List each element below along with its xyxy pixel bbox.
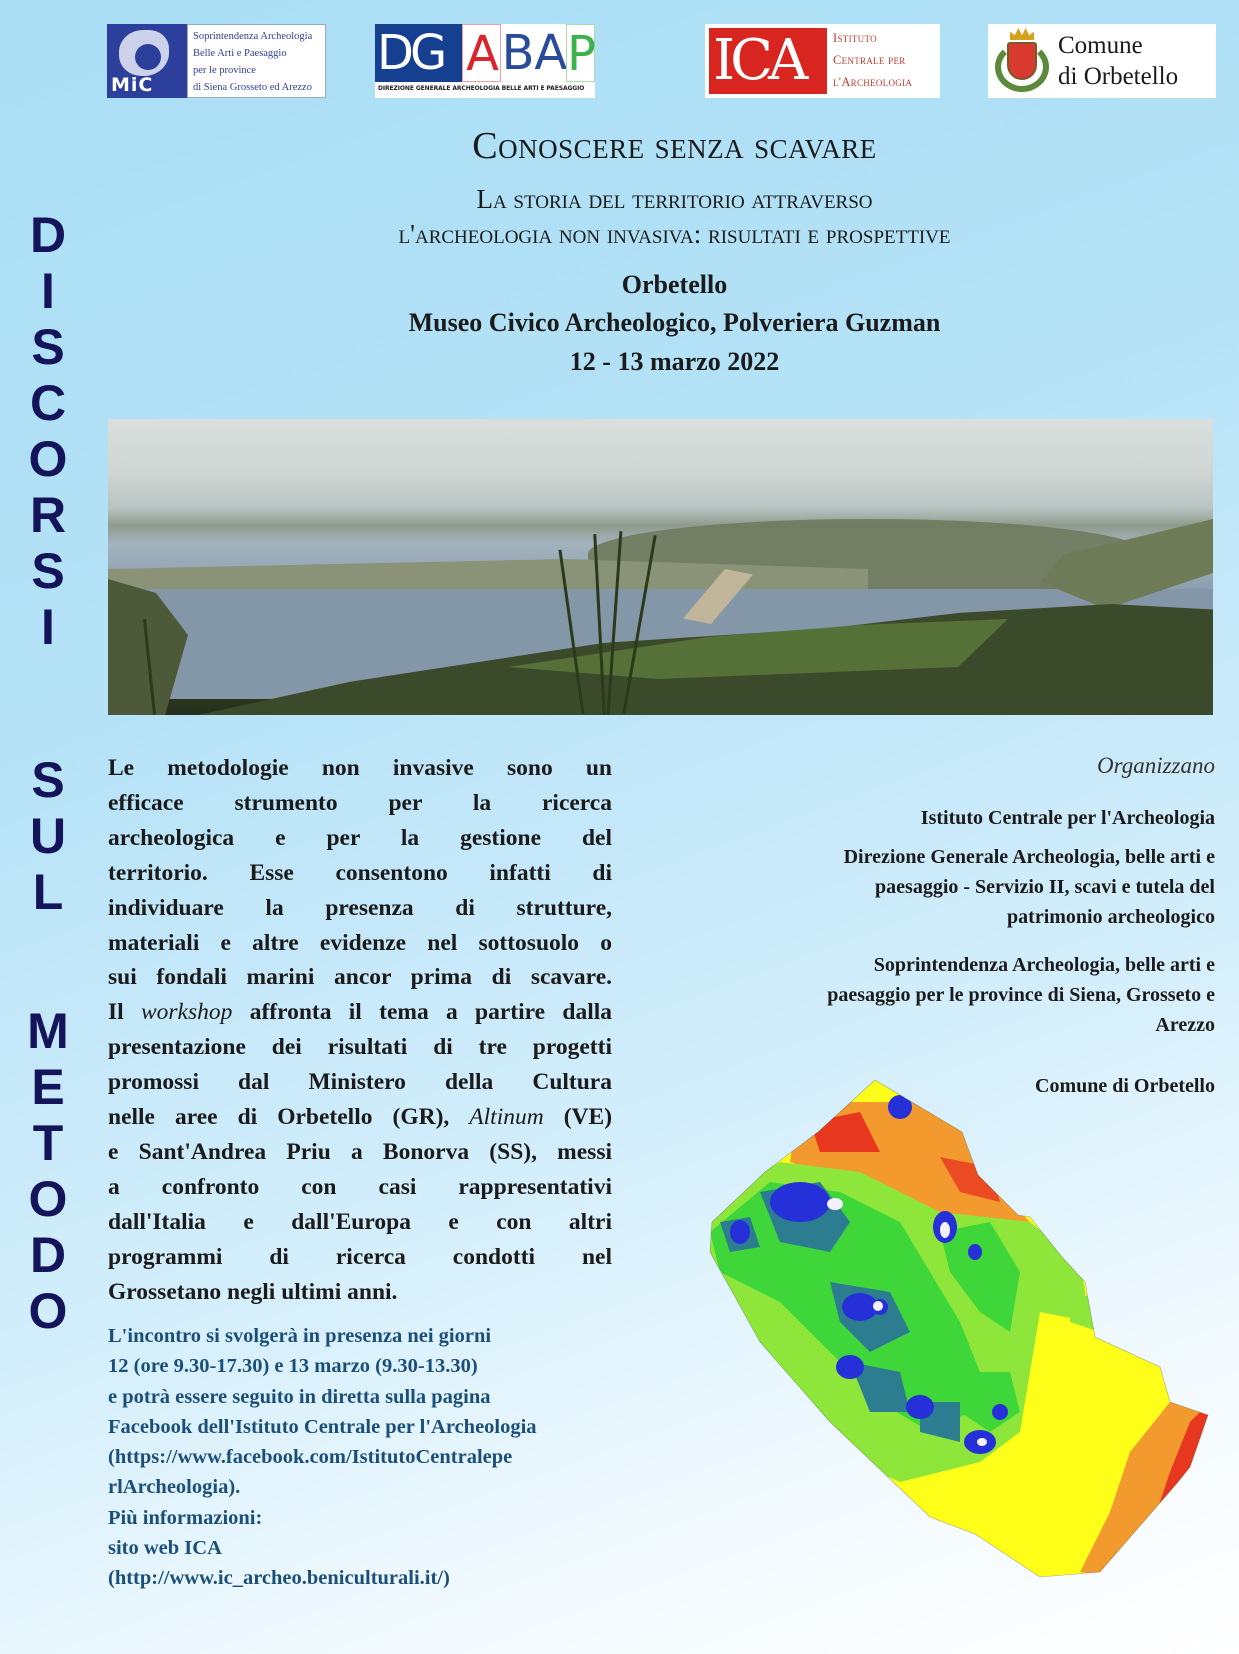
comune-line: Comune (1058, 32, 1143, 59)
subtitle-line-1: La storia del territorio attraverso (476, 184, 873, 214)
text-line: materiali e altre evidenze nel sottosuolo o (108, 929, 612, 956)
text-line: Il workshop affronta il tema a partire dalla (108, 999, 612, 1026)
letter: R (29, 487, 67, 543)
dg-letter-p: P (567, 26, 594, 82)
text-line: nelle aree di Orbetello (GR), Altinum (VE) (108, 1104, 613, 1131)
dgabap-logo (375, 24, 595, 98)
info-line: Più informazioni: (108, 1506, 263, 1529)
letter: S (31, 543, 65, 599)
dg-letter-a: A (462, 24, 500, 82)
letter: O (28, 1283, 68, 1339)
organizer-line: paesaggio per le province di Siena, Grosseto e (827, 984, 1215, 1006)
dg-letters: DG (375, 24, 462, 82)
text-line: Le metodologie non invasive sono un (108, 755, 612, 781)
text-line: e Sant'Andrea Priu a Bonorva (SS), messi (108, 1138, 612, 1165)
event-dates: 12 - 13 marzo 2022 (569, 347, 780, 376)
info-line: Facebook dell'Istituto Centrale per l'Archeologia (108, 1415, 537, 1438)
dgabap-caption: DIREZIONE GENERALE ARCHEOLOGIA BELLE ARTI E PAESAGGIO (378, 85, 585, 92)
mic-line: Soprintendenza Archeologia (193, 31, 313, 42)
organizer-dgabap (655, 842, 1215, 932)
event-venue: Museo Civico Archeologico, Polveriera Guzman (408, 308, 941, 337)
letter: I (41, 599, 55, 655)
mic-mark-text: MiC (111, 74, 154, 96)
description-paragraph (108, 751, 612, 1310)
organizer-soprintendenza (655, 950, 1215, 1040)
ica-mark: ICA (709, 28, 827, 94)
mic-head-icon (107, 24, 187, 98)
mic-line: per le province (193, 65, 256, 76)
organizer-line: patrimonio archeologico (1007, 906, 1215, 928)
organizer-line: Istituto Centrale per l'Archeologia (920, 807, 1215, 829)
organizer-line: paesaggio - Servizio II, scavi e tutela del (875, 876, 1215, 898)
letter: E (31, 1059, 65, 1115)
mic-line: Belle Arti e Paesaggio (193, 48, 287, 59)
facebook-link-cont[interactable]: rlArcheologia). (108, 1476, 241, 1499)
letter: D (29, 1227, 67, 1283)
info-line: L'incontro si svolgerà in presenza nei giorni (108, 1325, 492, 1347)
lagoon-photo (108, 419, 1213, 715)
comune-line: di Orbetello (1058, 63, 1179, 90)
organizer-line: Arezzo (1155, 1014, 1215, 1036)
organizers-label: Organizzano (1097, 753, 1215, 778)
letter: S (31, 752, 65, 808)
text-line: sui fondali marini ancor prima di scavare. (108, 964, 612, 991)
letter: O (28, 431, 68, 487)
text-line: individuare la presenza di strutture, (108, 894, 612, 921)
comune-orbetello-logo (988, 24, 1216, 98)
vertical-word-metodo (0, 1003, 96, 1339)
geophysical-survey-map (700, 1072, 1220, 1592)
workshop-italic: workshop (140, 999, 233, 1026)
info-line: sito web ICA (108, 1537, 222, 1560)
letter: T (32, 1115, 64, 1171)
letter: O (28, 1171, 68, 1227)
event-city: Orbetello (621, 270, 728, 299)
text-line: efficace strumento per la ricerca (108, 789, 612, 816)
text-line: programmi di ricerca condotti nel (108, 1243, 612, 1270)
text-line: archeologica e per la gestione del (108, 824, 612, 851)
letter: C (29, 375, 67, 431)
coat-of-arms-icon (992, 26, 1052, 96)
letter: D (29, 207, 67, 263)
text-line: presentazione dei risultati di tre progetti (108, 1034, 612, 1061)
ica-line: l'Archeologia (833, 75, 913, 89)
event-info (108, 1321, 628, 1594)
facebook-link[interactable]: (https://www.facebook.com/IstitutoCentralepe (108, 1446, 513, 1469)
text-line: Grossetano negli ultimi anni. (108, 1278, 398, 1305)
ica-logo (705, 24, 940, 98)
letter: M (27, 1003, 69, 1059)
mic-logo (107, 24, 326, 98)
info-line: e potrà essere seguito in diretta sulla pagina (108, 1385, 491, 1408)
vertical-word-discorsi (0, 207, 96, 655)
ica-line: Centrale per (833, 53, 906, 67)
info-line: 12 (ore 9.30-17.30) e 13 marzo (9.30-13.30) (108, 1355, 478, 1378)
dg-letter-b: B (501, 25, 533, 81)
altinum-italic: Altinum (469, 1104, 544, 1131)
letter: L (32, 864, 64, 920)
text-line: a confronto con casi rappresentativi (108, 1173, 612, 1200)
vertical-word-sul (0, 752, 96, 920)
letter: U (29, 808, 67, 864)
ica-line: Istituto (833, 31, 877, 45)
dg-letter-a2: A (534, 25, 566, 81)
text-line: promossi dal Ministero della Cultura (108, 1069, 612, 1096)
ica-website-link[interactable]: (http://www.ic_archeo.beniculturali.it/) (108, 1567, 450, 1590)
organizer-line: Comune di Orbetello (1035, 1075, 1215, 1097)
mic-line: di Siena Grosseto ed Arezzo (193, 82, 312, 93)
organizer-line: Direzione Generale Archeologia, belle arti e (843, 846, 1215, 868)
organizer-line: Soprintendenza Archeologia, belle arti e (873, 954, 1215, 976)
text-line: territorio. Esse consentono infatti di (108, 859, 612, 886)
page-title: Conoscere senza scavare (472, 125, 877, 167)
letter: S (31, 319, 65, 375)
subtitle-line-2: l'archeologia non invasiva: risultati e prospettive (398, 219, 951, 249)
letter: I (41, 263, 55, 319)
text-line: dall'Italia e dall'Europa e con altri (108, 1208, 612, 1235)
organizer-ica (655, 803, 1215, 833)
